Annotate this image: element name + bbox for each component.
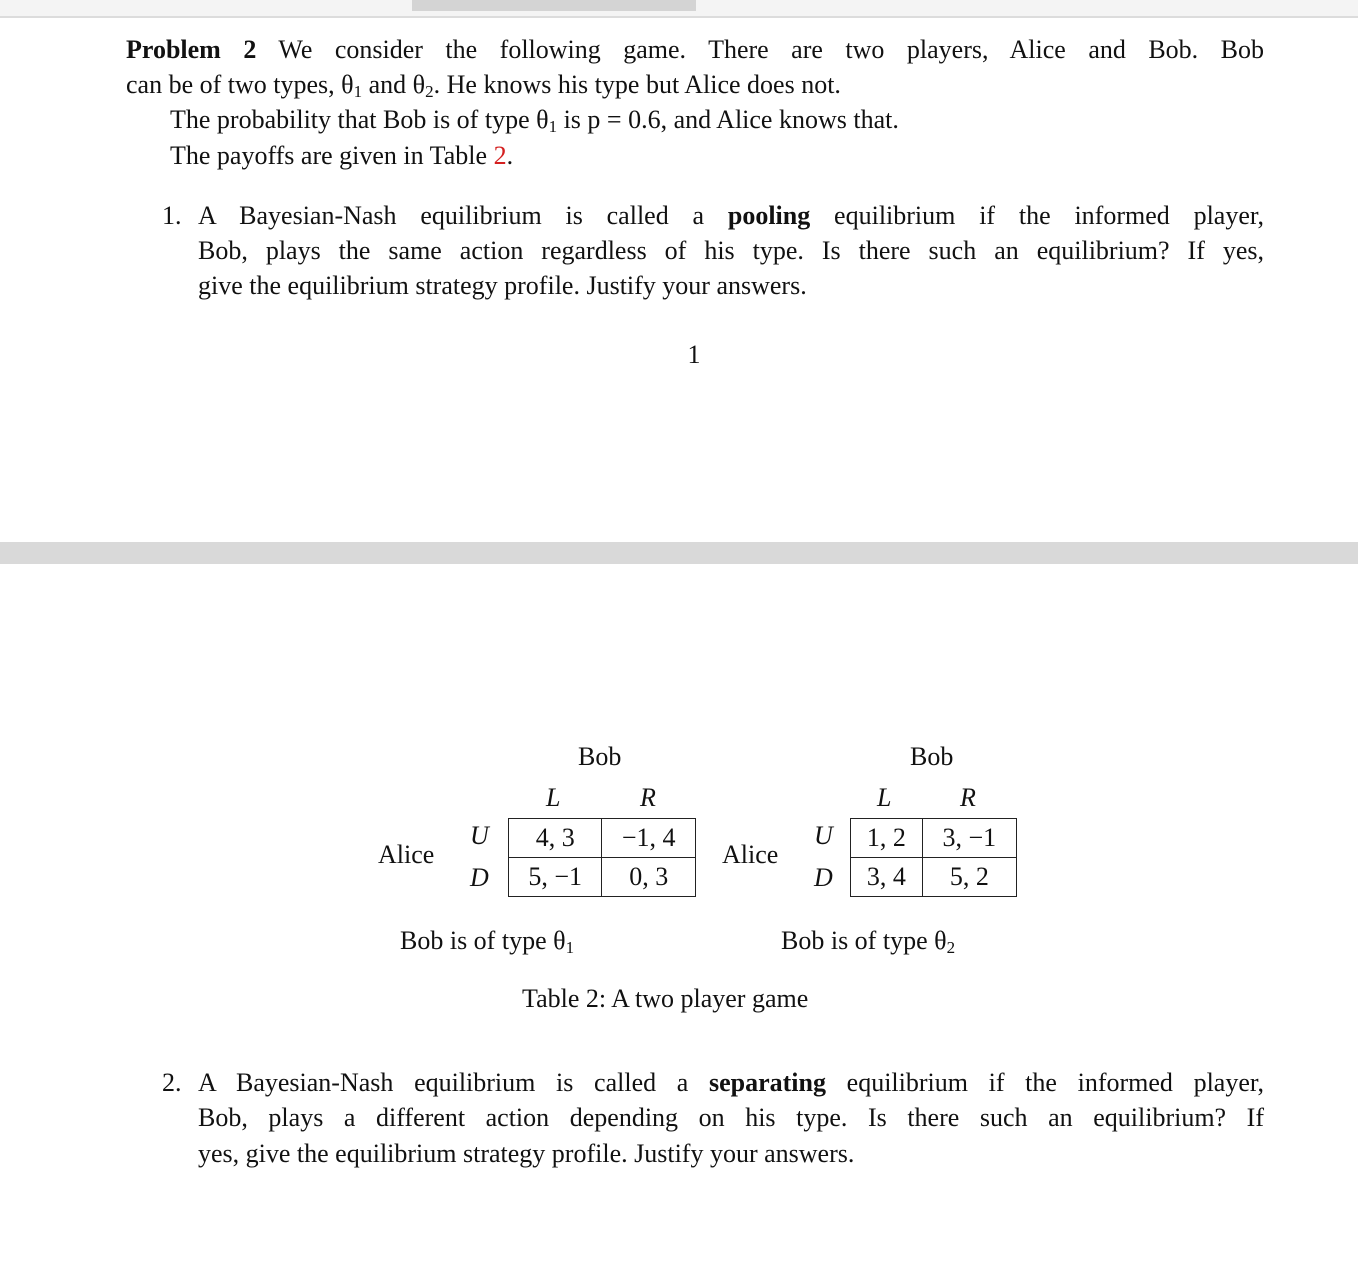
game-2-payoff-matrix [850, 818, 1017, 897]
question-2-line-2: Bob, plays a different action depending on his type. Is there such an equilibrium? If [198, 1103, 1264, 1132]
game-2-subtitle-sub: 2 [946, 938, 956, 957]
pdf-page-1 [0, 18, 1358, 542]
q2-text-1b: equilibrium if the informed player, [825, 1068, 1264, 1097]
game-2-row-player: Alice [722, 840, 779, 869]
question-1-line-1 [198, 198, 1264, 233]
theta-subscript-2: 2 [425, 82, 434, 101]
question-2-line-3: yes, give the equilibrium strategy profile. Justify your answers. [198, 1139, 855, 1168]
theta-subscript-1: 1 [548, 117, 558, 136]
problem-text-2a: can be of two types, θ [126, 70, 354, 99]
viewer-tab-strip[interactable] [412, 0, 696, 11]
game-2-row-label-u: U [814, 821, 833, 850]
game-1-row-label-u: U [470, 821, 489, 850]
problem-text-2b: and θ [362, 70, 426, 99]
problem-line-2 [126, 67, 841, 102]
problem-text-1: We consider the following game. There are two players, Alice and Bob. Bob [278, 35, 1265, 64]
game-1-col-player: Bob [578, 742, 622, 771]
game-2-cell-dr: 5, 2 [922, 858, 1016, 897]
pdf-page-2 [0, 564, 1358, 1286]
problem-text-4b: . [506, 141, 514, 170]
table-reference-link[interactable]: 2 [493, 141, 507, 170]
theta-subscript-1: 1 [353, 82, 363, 101]
question-2-line-1 [198, 1065, 1264, 1100]
viewer-top-bar [0, 0, 1358, 18]
game-2-col-label-l: L [877, 783, 892, 812]
game-1-subtitle-text: Bob is of type θ [400, 926, 566, 955]
question-1-line-2: Bob, plays the same action regardless of his type. Is there such an equilibrium? If yes, [198, 236, 1264, 265]
game-2-cell-ur: 3, −1 [922, 819, 1016, 858]
game-2-cell-dl: 3, 4 [851, 858, 923, 897]
page-gap [0, 542, 1358, 564]
question-2-number: 2. [162, 1068, 182, 1097]
q2-text-1a: A Bayesian-Nash equilibrium is called a [198, 1068, 709, 1097]
table-row [509, 858, 696, 897]
game-1-subtitle-sub: 1 [565, 938, 575, 957]
game-1-subtitle [400, 926, 574, 956]
game-1-payoff-matrix [508, 818, 696, 897]
game-1-row-label-d: D [470, 863, 489, 892]
game-1-col-label-l: L [546, 783, 561, 812]
table-row [509, 819, 696, 858]
question-1-number: 1. [162, 201, 182, 230]
q2-bold-term: separating [708, 1068, 826, 1097]
game-2-subtitle [781, 926, 955, 956]
game-1-row-player: Alice [378, 840, 435, 869]
game-1-col-label-r: R [640, 783, 656, 812]
game-2-cell-ul: 1, 2 [851, 819, 923, 858]
q1-text-1b: equilibrium if the informed player, [810, 201, 1264, 230]
game-1-cell-ul: 4, 3 [509, 819, 602, 858]
problem-line-1 [126, 32, 1264, 67]
page-number: 1 [687, 340, 701, 369]
problem-text-3b: is p = 0.6, and Alice knows that. [557, 105, 899, 134]
problem-heading: Problem 2 [126, 35, 257, 64]
game-2-col-player: Bob [910, 742, 954, 771]
game-1-cell-dl: 5, −1 [509, 858, 602, 897]
problem-line-3 [170, 102, 899, 137]
table-row [851, 819, 1017, 858]
game-1-cell-dr: 0, 3 [602, 858, 696, 897]
problem-text-4a: The payoffs are given in Table [170, 141, 494, 170]
problem-line-4 [170, 138, 513, 173]
q1-bold-term: pooling [727, 201, 811, 230]
table-row [851, 858, 1017, 897]
problem-text-2c: . He knows his type but Alice does not. [433, 70, 841, 99]
table-caption: Table 2: A two player game [522, 984, 809, 1013]
game-2-col-label-r: R [960, 783, 976, 812]
game-1-cell-ur: −1, 4 [602, 819, 696, 858]
problem-text-3a: The probability that Bob is of type θ [170, 105, 549, 134]
q1-text-1a: A Bayesian-Nash equilibrium is called a [198, 201, 728, 230]
question-1-line-3: give the equilibrium strategy profile. Justify your answers. [198, 271, 807, 300]
game-2-subtitle-text: Bob is of type θ [781, 926, 947, 955]
game-2-row-label-d: D [814, 863, 833, 892]
